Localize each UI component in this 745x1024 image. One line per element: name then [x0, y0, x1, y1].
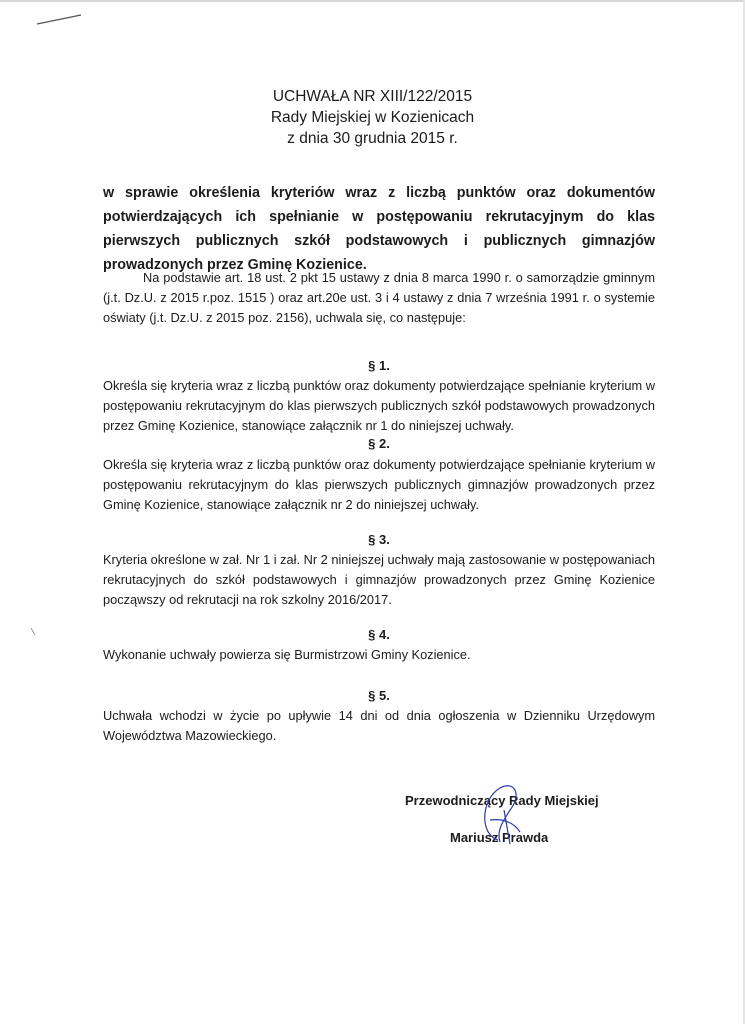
resolution-header — [0, 86, 745, 149]
section-2-heading: § 2. — [368, 436, 390, 451]
section-1-body: Określa się kryteria wraz z liczbą punktów oraz dokumenty potwierdzające spełnianie kryterium w postępowaniu rekrutacyjnym do klas pierwszych publicznych szkół podstawowych prowadzonych przez Gminę Kozienice, stanowiące załącznik nr 1 do niniejszej uchwały. — [103, 378, 655, 433]
scan-edge-top — [0, 0, 745, 2]
section-3-heading: § 3. — [368, 532, 390, 547]
section-3-body: Kryteria określone w zał. Nr 1 i zał. Nr 2 niniejszej uchwały mają zastosowanie w postępowaniach rekrutacyjnych do szkół podstawowych i gimnazjów prowadzonych przez Gminę Kozienice począwszy od rekrutacji na rok szkolny 2016/2017. — [103, 552, 655, 607]
resolution-title: UCHWAŁA NR XIII/122/2015 — [272, 88, 473, 105]
section-4-heading: § 4. — [368, 627, 390, 642]
section-5-body: Uchwała wchodzi w życie po upływie 14 dni od dnia ogłoszenia w Dzienniku Urzędowym Województwa Mazowieckiego. — [103, 708, 655, 743]
legal-basis-intro: Na podstawie art. 18 ust. 2 pkt 15 ustawy z dnia 8 marca 1990 r. o samorządzie gminnym (j.t. Dz.U. z 2015 r.poz. 1515 ) oraz art.20e ust. 3 i 4 ustawy z dnia 7 września 1991 r. o systemie oświaty (j.t. Dz.U. z 2015 poz. 2156), uchwala się, co następuje: — [103, 270, 655, 325]
pen-stroke-mark — [35, 12, 85, 28]
section-2-body: Określa się kryteria wraz z liczbą punktów oraz dokumenty potwierdzające spełnianie kryterium w postępowaniu rekrutacyjnym do klas pierwszych publicznych gimnazjów prowadzonych przez Gminę Kozienice, stanowiące załącznik nr 2 do niniejszej uchwały. — [103, 457, 655, 512]
handwritten-signature — [460, 780, 540, 850]
resolution-issuer: Rady Miejskiej w Kozienicach — [270, 109, 475, 126]
section-1-heading: § 1. — [368, 358, 390, 373]
section-4-body: Wykonanie uchwały powierza się Burmistrzowi Gminy Kozienice. — [103, 647, 471, 662]
resolution-date: z dnia 30 grudnia 2015 r. — [287, 130, 458, 147]
scan-mark — [30, 627, 38, 637]
resolution-subject: w sprawie określenia kryteriów wraz z liczbą punktów oraz dokumentów potwierdzających ich spełnianie w postępowaniu rekrutacyjnym do klas pierwszych publicznych szkół podstawowych i publicznych gimnazjów prowadzonych przez Gminę Kozienice. — [103, 185, 655, 273]
signatory-name: Mariusz Prawda — [450, 830, 549, 845]
section-5-heading: § 5. — [368, 688, 390, 703]
signatory-role: Przewodniczący Rady Miejskiej — [405, 793, 599, 808]
